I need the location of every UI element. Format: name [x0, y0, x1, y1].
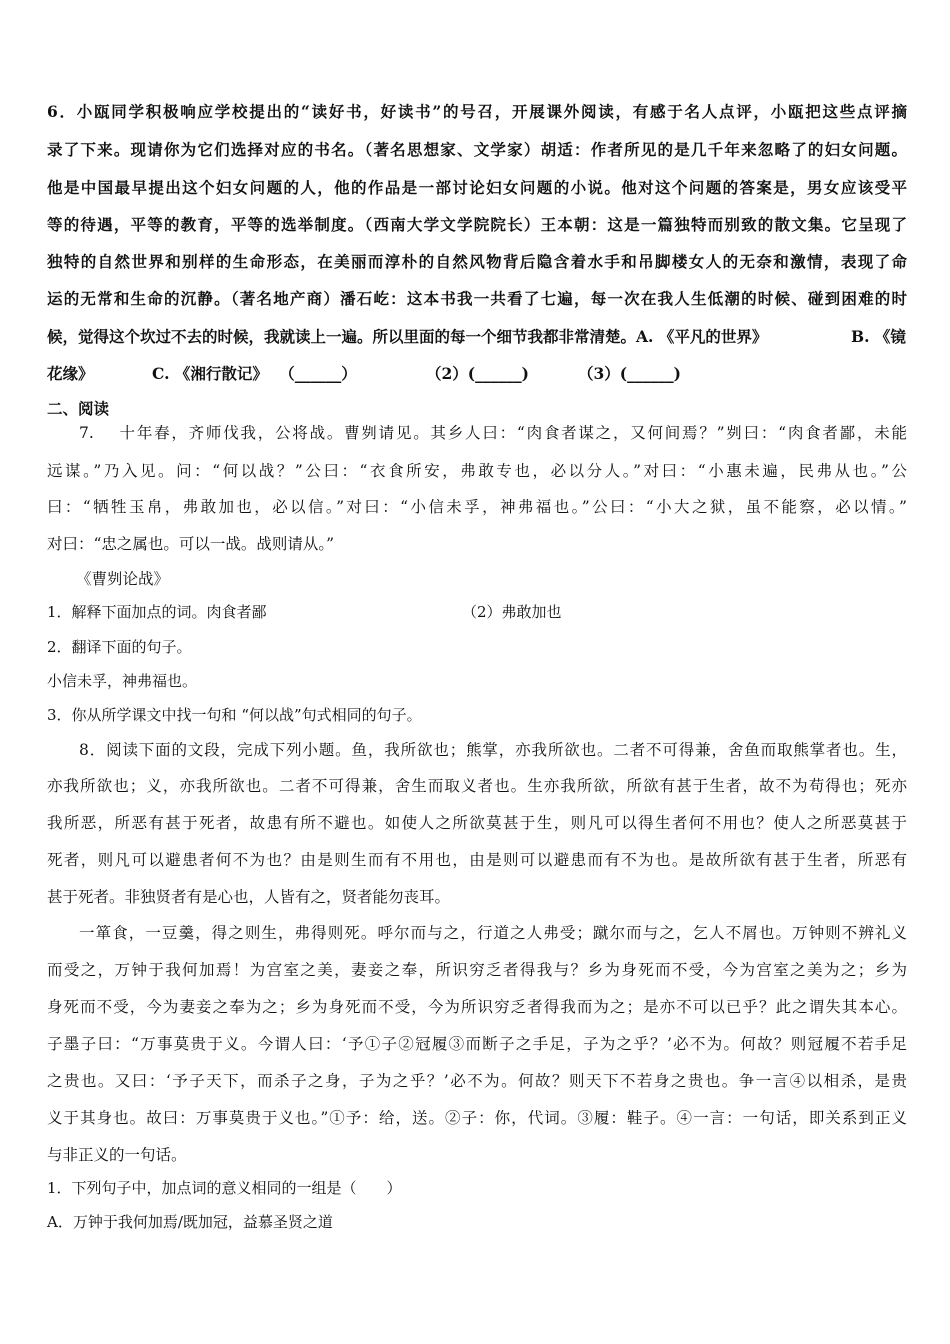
q8-p1-line-3: 我所恶，所恶有甚于死者，故患有所不避也。如使人之所欲莫甚于生，则凡可以得生者何不用也？使人之所恶莫甚于 [47, 814, 907, 832]
q6-line-3: 他是中国最早提出这个妇女问题的人，他的作品是一部讨论妇女问题的小说。他对这个问题的答案是，男女应该受平 [47, 178, 907, 197]
q6-option-b-start: B. 《镜 [851, 327, 906, 346]
section-2-title: 二、阅读 [47, 399, 110, 418]
q7-sub-1: 1．解释下面加点的词。肉食者鄙 [47, 603, 267, 621]
q8-p1-line-5: 甚于死者。非独贤者有是心也，人皆有之，贤者能勿丧耳。 [47, 888, 451, 906]
q6-line-4: 等的待遇，平等的教育，平等的选举制度。（西南大学文学院院长）王本朝：这是一篇独特而别致的散文集。它呈现了 [47, 215, 907, 234]
q6-line-2: 录了下来。现请你为它们选择对应的书名。（著名思想家、文学家）胡适：作者所见的是几千年来忽略了的妇女问题。 [47, 140, 907, 159]
q8-p2-line-3: 身死而不受，今为妻妾之奉为之；乡为身死而不受，今为所识穷乏者得我而为之；是亦不可以已乎？此之谓失其本心。 [47, 998, 907, 1016]
q8-p2-line-5: 之贵也。又曰：‘予子天下，而杀子之身，子为之乎？’必不为。何故？则天下不若身之贵也。争一言④以相杀，是贵 [47, 1072, 907, 1090]
q8-option-a: A．万钟于我何加焉/既加冠，益慕圣贤之道 [47, 1213, 333, 1231]
q6-line-5: 独特的自然世界和别样的生命形态，在美丽而淳朴的自然风物背后隐含着水手和吊脚楼女人的无奈和激情，表现了命 [47, 252, 907, 271]
q6-line-6: 运的无常和生命的沉静。（著名地产商）潘石屹：这本书我一共看了七遍，每一次在我人生低潮的时候、碰到困难的时 [47, 289, 907, 308]
q7-line-2: 远谋。”乃入见。问：“何以战？”公曰：“衣食所安，弗敢专也，必以分人。”对曰：“小惠未遍，民弗从也。”公 [47, 462, 907, 480]
q8-p2-line-1: 一箪食，一豆羹，得之则生，弗得则死。呼尔而与之，行道之人弗受；蹴尔而与之，乞人不屑也。万钟则不辨礼义 [79, 924, 907, 942]
q7-line-3: 曰：“牺牲玉帛，弗敢加也，必以信。”对曰：“小信未孚，神弗福也。”公曰：“小大之狱，虽不能察，必以情。” [47, 498, 907, 516]
q7-sub-2: 2．翻译下面的句子。 [47, 638, 192, 656]
q7-line-4: 对曰：“忠之属也。可以一战。战则请从。” [47, 535, 335, 553]
q6-line-1: 6．小瓯同学积极响应学校提出的“读好书，好读书”的号召，开展课外阅读，有感于名人点评，小瓯把这些点评摘 [47, 102, 907, 121]
q7-source: 《曹刿论战》 [76, 570, 170, 588]
q8-sub-1: 1．下列句子中，加点词的意义相同的一组是（ ） [47, 1179, 402, 1197]
q7-sub-2-sentence: 小信未孚，神弗福也。 [47, 672, 198, 690]
q6-option-b-end: 花缘》 [47, 364, 94, 383]
q6-option-c [152, 364, 357, 384]
q8-p1-line-2: 亦我所欲也；义，亦我所欲也。二者不可得兼，舍生而取义者也。生亦我所欲，所欲有甚于生者，故不为苟得也；死亦 [47, 777, 907, 795]
q8-p1-line-1: 8．阅读下面的文段，完成下列小题。鱼，我所欲也；熊掌，亦我所欲也。二者不可得兼，舍鱼而取熊掌者也。生， [79, 741, 907, 759]
q6-line-7 [47, 327, 767, 347]
q6-blank-3[interactable]: （3）(______) [578, 364, 681, 383]
q8-p2-line-2: 而受之，万钟于我何加焉！为宫室之美，妻妾之奉，所识穷乏者得我与？乡为身死而不受，今为宫室之美为之；乡为 [47, 961, 907, 979]
q6-blank-1[interactable]: （______） [279, 364, 357, 383]
q8-p2-line-6: 义于其身也。故曰：万事莫贵于义也。”①予：给，送。②子：你，代词。③履：鞋子。④一言：一句话，即关系到正义 [47, 1109, 907, 1127]
q6-line-7-text: 候，觉得这个坎过不去的时候，我就读上一遍。所以里面的每一个细节我都非常清楚。A. 《平凡的世界》 [47, 327, 768, 346]
q7-sub-1-item-2: （2）弗敢加也 [462, 603, 562, 621]
q7-sub-3: 3．你从所学课文中找一句和 “何以战”句式相同的句子。 [47, 706, 422, 724]
q8-p2-line-7: 与非正义的一句话。 [47, 1146, 187, 1164]
q7-line-1: 7. 十年春，齐师伐我，公将战。曹刿请见。其乡人曰：“肉食者谋之，又何间焉？”刿曰：“肉食者鄙，未能 [79, 424, 907, 442]
q8-p2-line-4: 子墨子曰：“万事莫贵于义。今谓人曰：‘予①子②冠履③而断子之手足，子为之乎？’必不为。何故？则冠履不若手足 [47, 1035, 907, 1053]
q6-option-c-label: C. 《湘行散记》 [152, 364, 268, 383]
q6-blank-2[interactable]: （2）(______) [426, 364, 529, 383]
q8-p1-line-4: 死者，则凡可以避患者何不为也？由是则生而有不用也，由是则可以避患而有不为也。是故所欲有甚于生者，所恶有 [47, 851, 907, 869]
